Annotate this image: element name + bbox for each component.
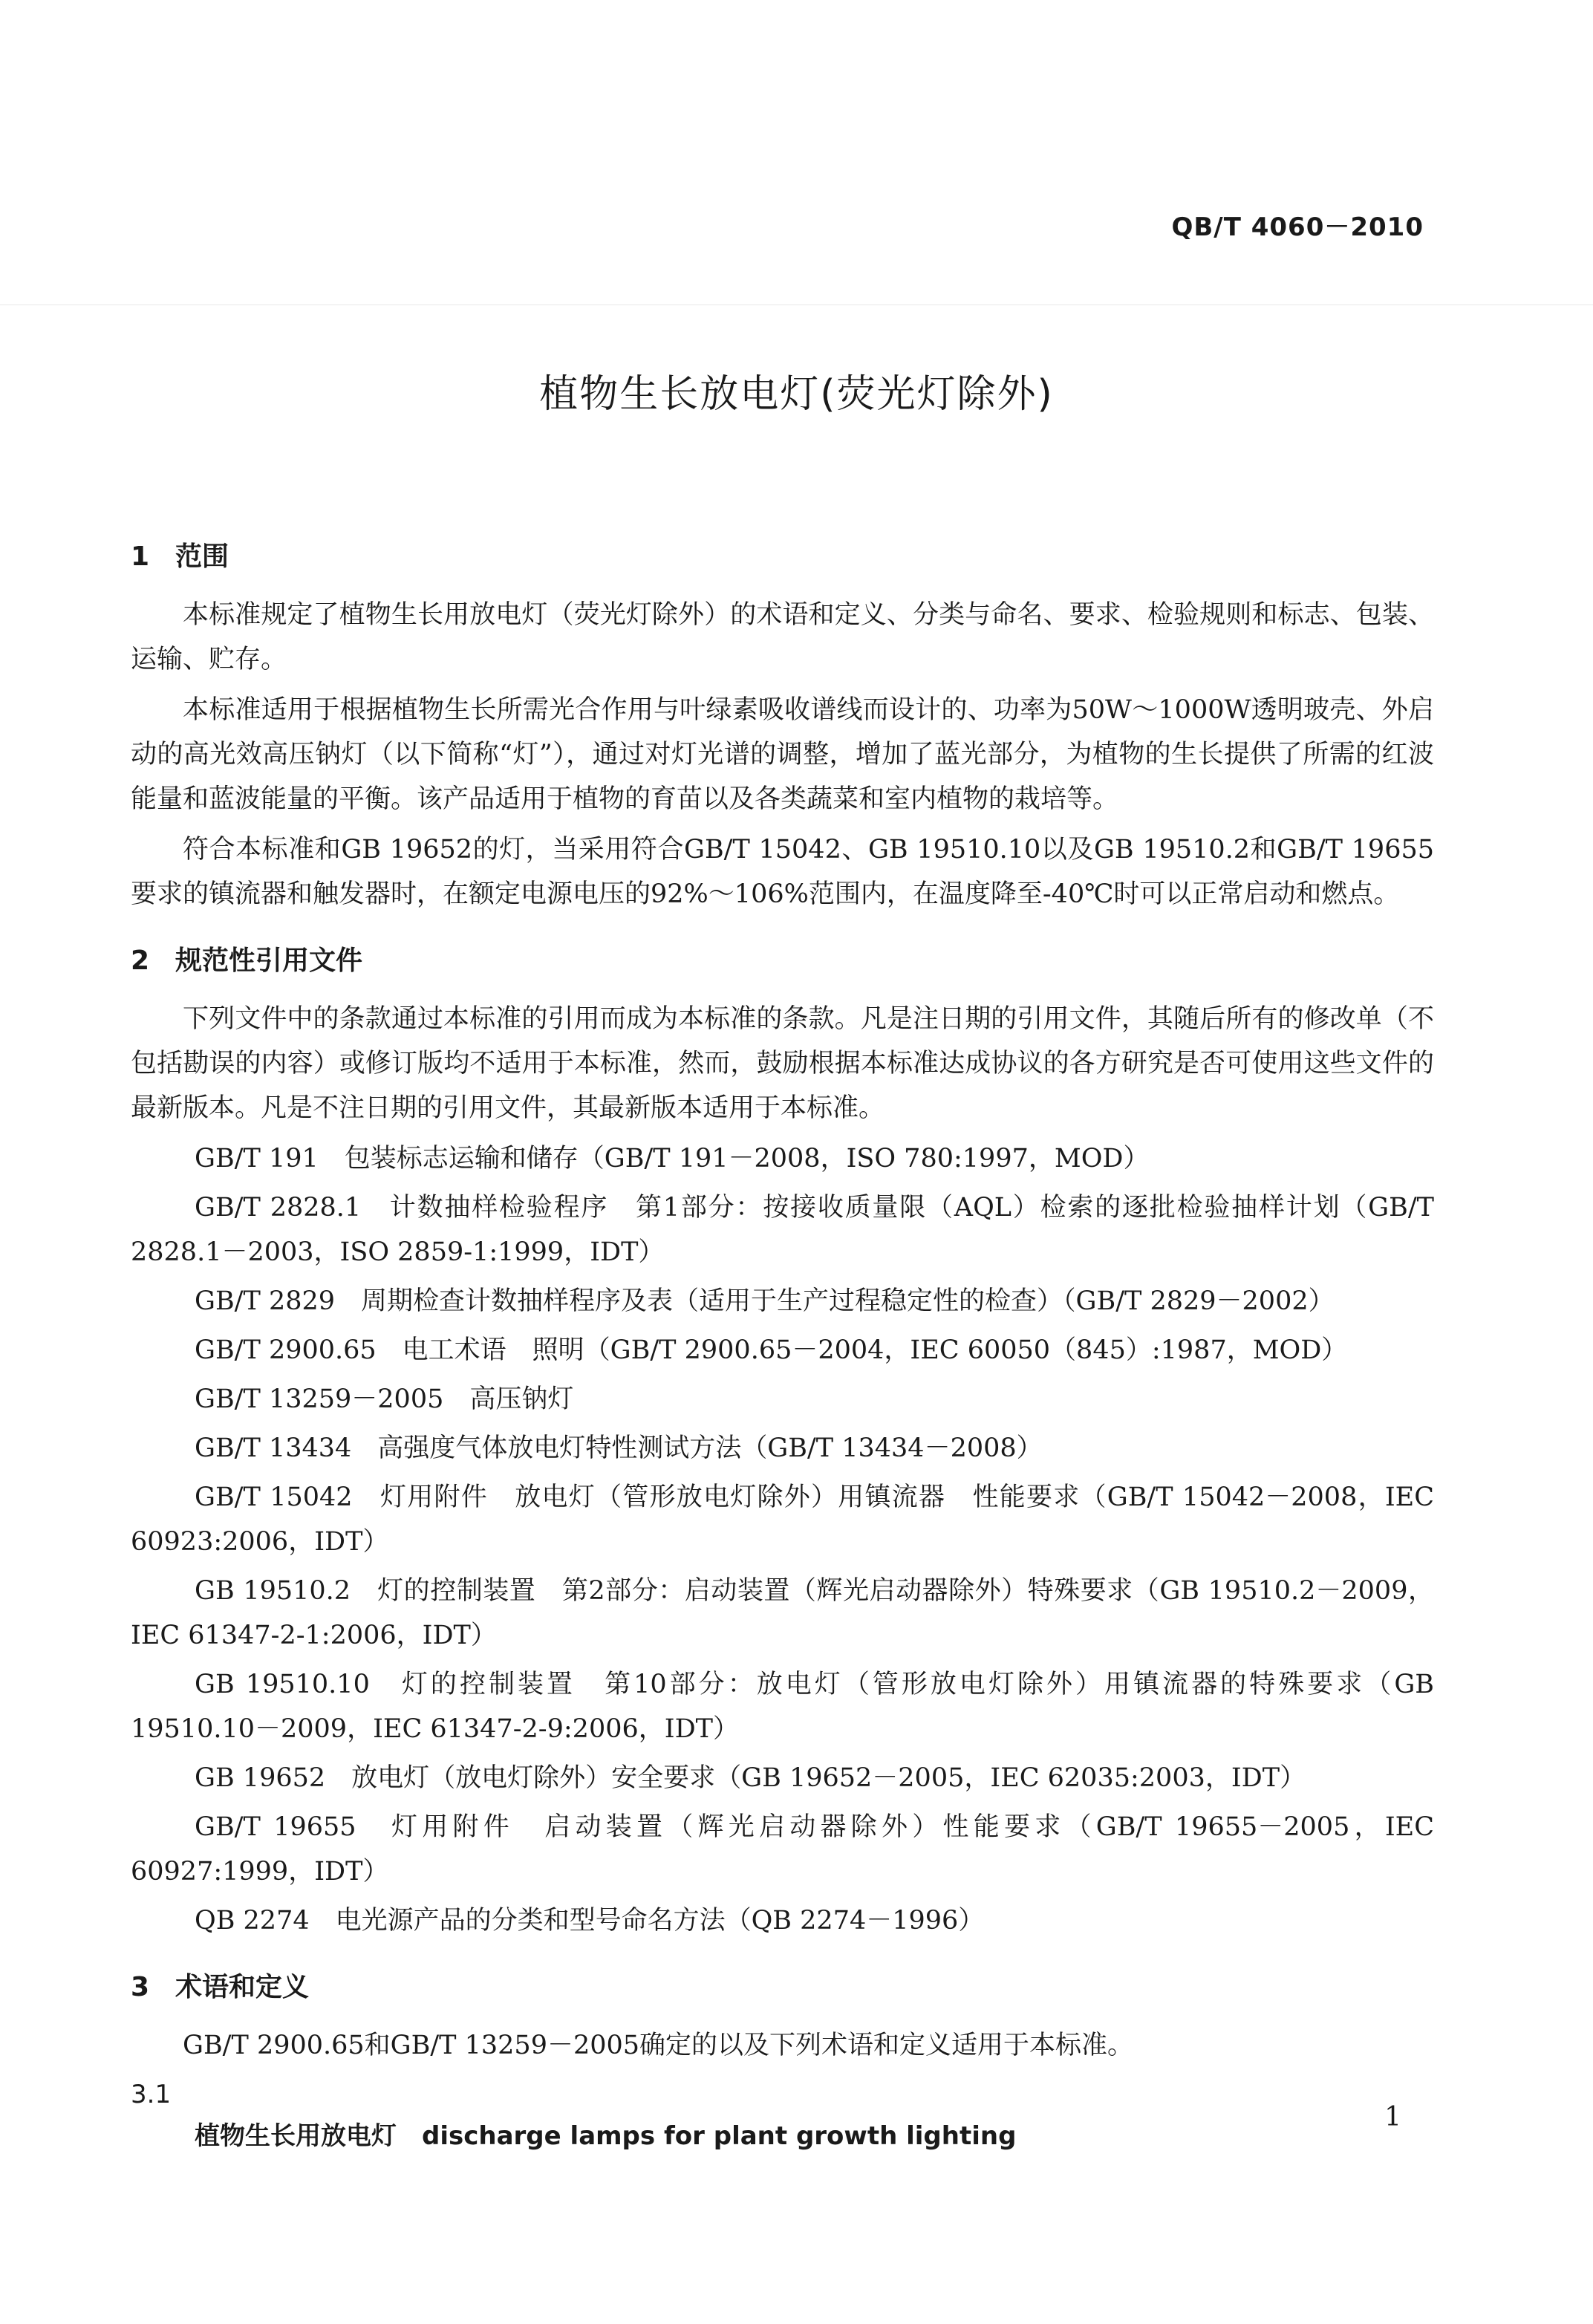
reference-item: GB/T 13259－2005 高压钠灯 <box>195 1384 574 1414</box>
document-title: 植物生长放电灯(荧光灯除外) <box>539 372 1054 417</box>
reference-item: GB 19652 放电灯（放电灯除外）安全要求（GB 19652－2005，IEC 62035:2003，IDT） <box>195 1763 1306 1793</box>
section-number: 1 <box>131 541 150 572</box>
section-3-heading <box>131 1965 1434 2010</box>
reference-item: GB/T 191 包装标志运输和储存（GB/T 191－2008，ISO 780:1997，MOD） <box>195 1144 1150 1174</box>
reference-item: GB/T 15042 灯用附件 放电灯（管形放电灯除外）用镇流器 性能要求（GB/T 15042－2008，IEC 60923:2006，IDT） <box>131 1482 1434 1557</box>
page-number: 1 <box>1384 2102 1401 2132</box>
scope-paragraph: 本标准适用于根据植物生长所需光合作用与叶绿素吸收谱线而设计的、功率为50W～1000W透明玻壳、外启动的高光效高压钠灯（以下简称“灯”），通过对灯光谱的调整，增加了蓝光部分，为植物的生长提供了所需的红波能量和蓝波能量的平衡。该产品适用于植物的育苗以及各类蔬菜和室内植物的栽培等。 <box>131 695 1434 814</box>
section-2-heading <box>131 939 1434 983</box>
reference-item: GB 19510.10 灯的控制装置 第10部分：放电灯（管形放电灯除外）用镇流器的特殊要求（GB 19510.10－2009，IEC 61347-2-9:2006，IDT） <box>131 1670 1434 1744</box>
references-intro: 下列文件中的条款通过本标准的引用而成为本标准的条款。凡是注日期的引用文件，其随后所有的修改单（不包括勘误的内容）或修订版均不适用于本标准，然而，鼓励根据本标准达成协议的各方研究是否可使用这些文件的最新版本。凡是不注日期的引用文件，其最新版本适用于本标准。 <box>131 1004 1434 1123</box>
reference-item: QB 2274 电光源产品的分类和型号命名方法（QB 2274－1996） <box>195 1906 985 1936</box>
section-number: 2 <box>131 945 150 976</box>
subclause-number: 3.1 <box>131 2080 172 2109</box>
scope-paragraph: 符合本标准和GB 19652的灯，当采用符合GB/T 15042、GB 19510.10以及GB 19510.2和GB/T 19655要求的镇流器和触发器时，在额定电源电压的92%～106%范围内，在温度降至-40℃时可以正常启动和燃点。 <box>131 835 1434 909</box>
reference-item: GB/T 19655 灯用附件 启动装置（辉光启动器除外）性能要求（GB/T 19655－2005，IEC 60927:1999，IDT） <box>131 1812 1434 1887</box>
term-entry: 植物生长用放电灯 discharge lamps for plant growth lighting <box>195 2121 1017 2151</box>
reference-item: GB 19510.2 灯的控制装置 第2部分：启动装置（辉光启动器除外）特殊要求（GB 19510.2－2009，IEC 61347-2-1:2006，IDT） <box>131 1576 1434 1650</box>
document-body <box>131 535 1434 2157</box>
section-number: 3 <box>131 1972 150 2002</box>
reference-item: GB/T 2900.65 电工术语 照明（GB/T 2900.65－2004，IEC 60050（845）:1987，MOD） <box>195 1335 1348 1365</box>
reference-item: GB/T 2828.1 计数抽样检验程序 第1部分：按接收质量限（AQL）检索的逐批检验抽样计划（GB/T 2828.1－2003，ISO 2859-1:1999，IDT） <box>131 1193 1434 1267</box>
scope-paragraph: 本标准规定了植物生长用放电灯（荧光灯除外）的术语和定义、分类与命名、要求、检验规则和标志、包装、运输、贮存。 <box>131 600 1434 674</box>
standard-code: QB/T 4060－2010 <box>1171 212 1424 242</box>
reference-item: GB/T 2829 周期检查计数抽样程序及表（适用于生产过程稳定性的检查）（GB/T 2829－2002） <box>195 1286 1335 1316</box>
reference-item: GB/T 13434 高强度气体放电灯特性测试方法（GB/T 13434－2008） <box>195 1433 1043 1463</box>
terms-intro: GB/T 2900.65和GB/T 13259－2005确定的以及下列术语和定义适用于本标准。 <box>183 2031 1134 2060</box>
section-title: 范围 <box>175 541 229 572</box>
section-1-heading <box>131 535 1434 579</box>
section-title: 规范性引用文件 <box>175 945 363 976</box>
section-title: 术语和定义 <box>175 1972 310 2002</box>
